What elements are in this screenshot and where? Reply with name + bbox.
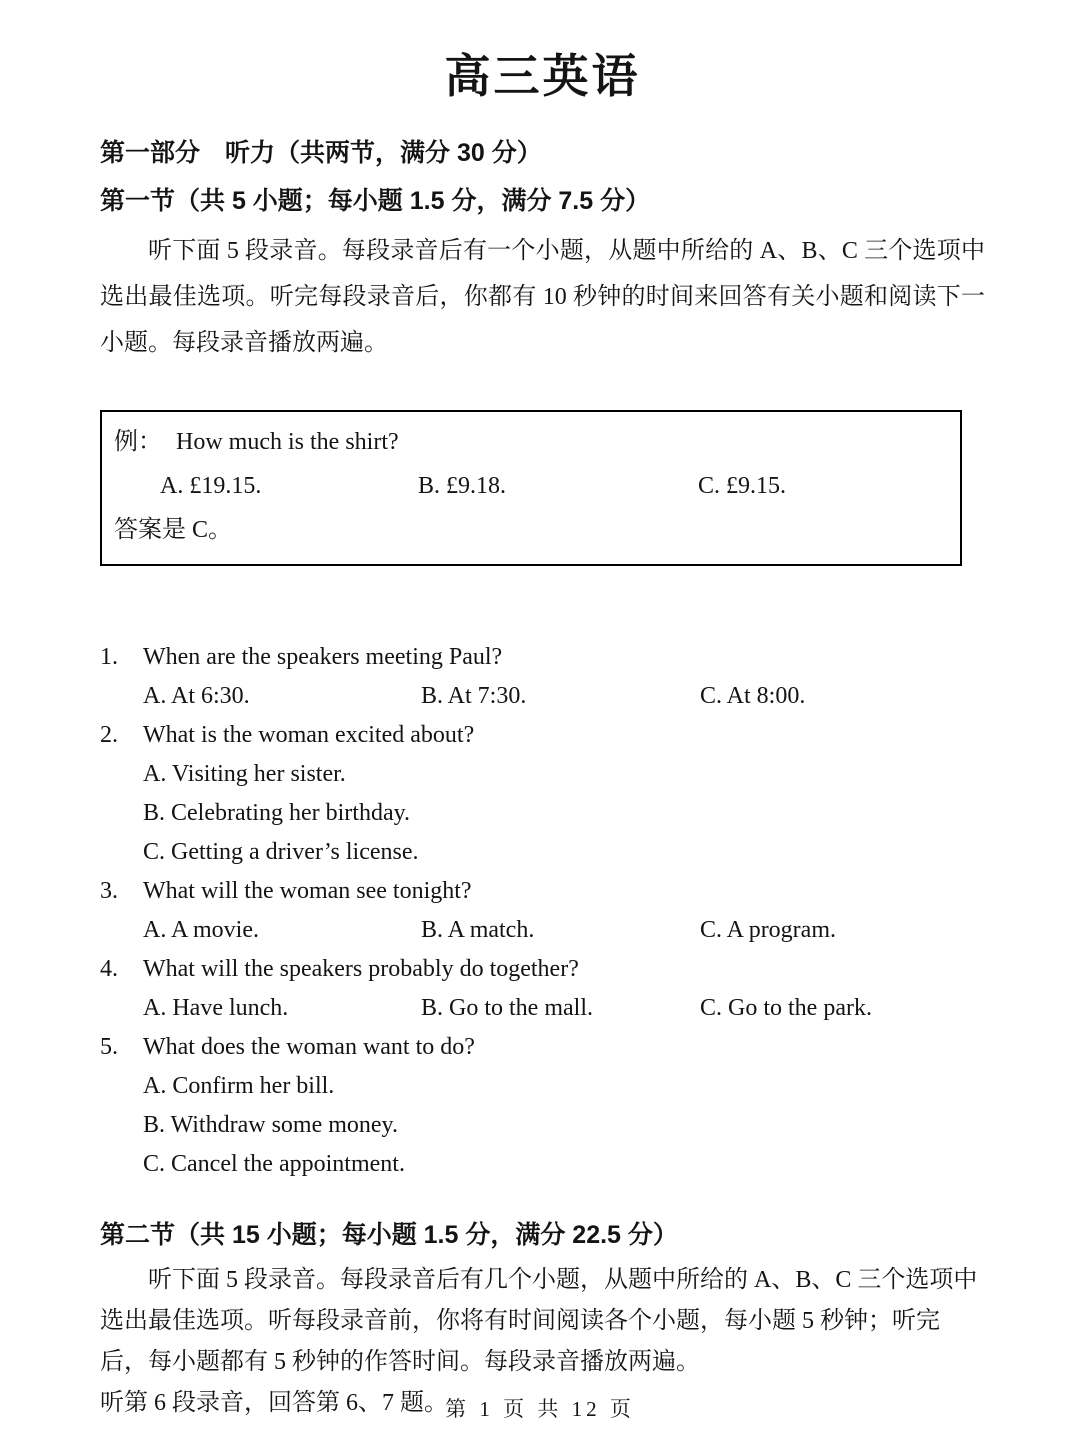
example-option-b: B. £9.18. xyxy=(418,473,507,499)
question-2-line xyxy=(100,716,985,755)
question-5-number: 5. xyxy=(100,1034,118,1060)
question-5-option-a: A. Confirm her bill. xyxy=(143,1073,335,1099)
question-3-option-b: B. A match. xyxy=(421,917,535,943)
example-question-line xyxy=(114,420,946,464)
example-label: 例： xyxy=(114,429,162,455)
question-3-line xyxy=(100,872,985,911)
example-option-c: C. £9.15. xyxy=(698,473,787,499)
example-question: How much is the shirt? xyxy=(176,429,399,455)
question-5-option-c: C. Cancel the appointment. xyxy=(143,1151,405,1177)
question-3-option-a: A. A movie. xyxy=(143,917,260,943)
section2-instructions: 听下面 5 段录音。每段录音后有几个小题，从题中所给的 A、B、C 三个选项中选出最佳选项。听每段录音前，你将有时间阅读各个小题，每小题 5 秒钟；听完后，每小题都有 5 秒钟的作答时间。每段录音播放两遍。 xyxy=(100,1267,978,1375)
section1-instructions: 听下面 5 段录音。每段录音后有一个小题，从题中所给的 A、B、C 三个选项中选出最佳选项。听完每段录音后，你都有 10 秒钟的时间来回答有关小题和阅读下一小题。每段录音播放两遍。 xyxy=(100,238,985,356)
question-3 xyxy=(100,872,985,950)
question-1-line xyxy=(100,638,985,677)
question-4-option-b: B. Go to the mall. xyxy=(421,995,593,1021)
example-answer: 答案是 C。 xyxy=(114,517,233,543)
question-5-options xyxy=(100,1067,985,1184)
question-4-option-a: A. Have lunch. xyxy=(143,995,289,1021)
question-3-text: What will the woman see tonight? xyxy=(143,878,472,904)
question-4-text: What will the speakers probably do together? xyxy=(143,956,579,982)
question-3-number: 3. xyxy=(100,878,118,904)
section1-heading: 第一节（共 5 小题；每小题 1.5 分，满分 7.5 分） xyxy=(100,187,651,215)
question-4-number: 4. xyxy=(100,956,118,982)
question-2-option-a: A. Visiting her sister. xyxy=(143,761,346,787)
example-box xyxy=(100,410,962,566)
question-3-option-c: C. A program. xyxy=(700,917,836,943)
question-2 xyxy=(100,716,985,872)
question-4-line xyxy=(100,950,985,989)
question-4-options xyxy=(143,989,985,1028)
part1-heading: 第一部分 听力（共两节，满分 30 分） xyxy=(100,139,542,167)
section2-note: 听第 6 段录音，回答第 6、7 题。 xyxy=(100,1390,448,1416)
example-options-row xyxy=(114,464,946,508)
question-2-number: 2. xyxy=(100,722,118,748)
question-2-options xyxy=(100,755,985,872)
question-1 xyxy=(100,638,985,716)
question-1-option-c: C. At 8:00. xyxy=(700,683,806,709)
question-5 xyxy=(100,1028,985,1184)
question-2-text: What is the woman excited about? xyxy=(143,722,475,748)
question-1-option-a: A. At 6:30. xyxy=(143,683,250,709)
page-title: 高三英语 xyxy=(444,50,641,102)
question-5-text: What does the woman want to do? xyxy=(143,1034,475,1060)
question-1-options xyxy=(143,677,985,716)
question-5-line xyxy=(100,1028,985,1067)
question-2-option-b: B. Celebrating her birthday. xyxy=(143,800,411,826)
question-1-number: 1. xyxy=(100,644,118,670)
question-5-option-b: B. Withdraw some money. xyxy=(143,1112,398,1138)
question-1-option-b: B. At 7:30. xyxy=(421,683,527,709)
question-4 xyxy=(100,950,985,1028)
page-footer: 第 1 页 共 12 页 xyxy=(445,1397,635,1421)
question-1-text: When are the speakers meeting Paul? xyxy=(143,644,503,670)
question-4-option-c: C. Go to the park. xyxy=(700,995,872,1021)
question-2-option-c: C. Getting a driver’s license. xyxy=(143,839,419,865)
example-option-a: A. £19.15. xyxy=(160,473,262,499)
question-list xyxy=(100,638,985,1184)
question-3-options xyxy=(143,911,985,950)
section2-heading: 第二节（共 15 小题；每小题 1.5 分，满分 22.5 分） xyxy=(100,1221,678,1249)
